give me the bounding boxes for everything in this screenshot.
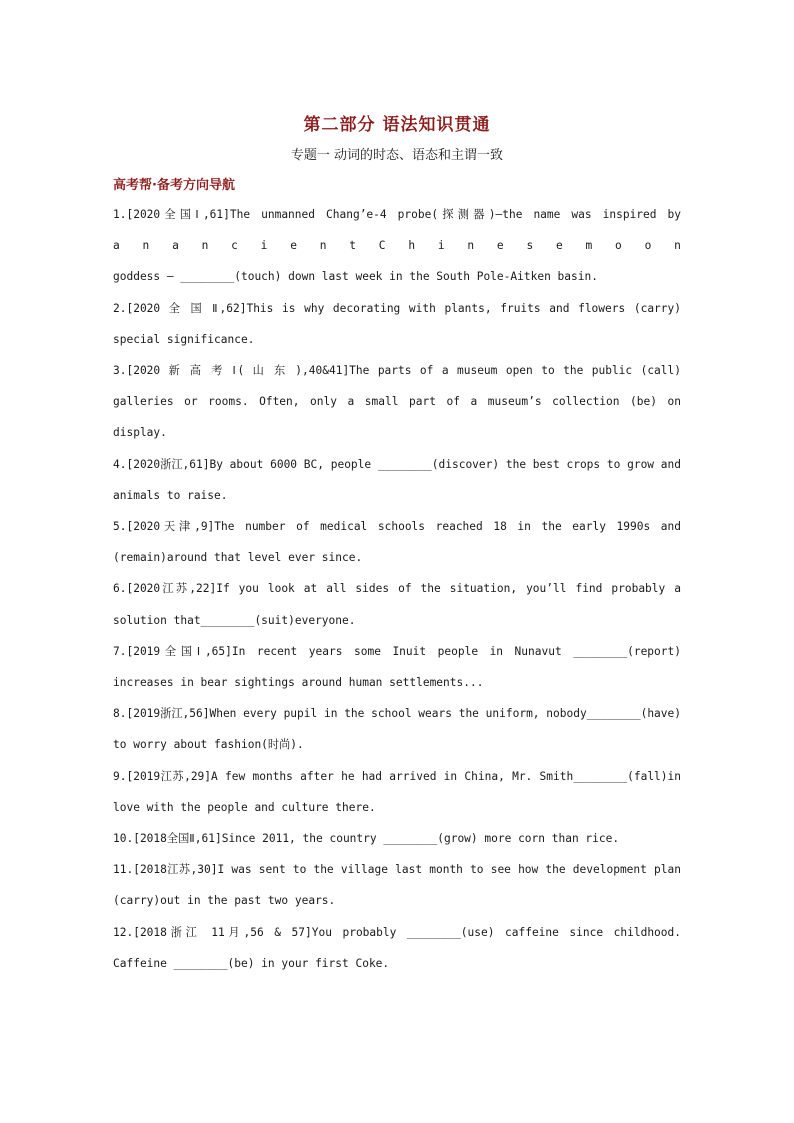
- question-4: 4.[2020浙江,61]By about 6000 BC, people ________(discover) the best crops to grow and animals to raise.: [113, 457, 681, 502]
- spread-letter: n: [142, 239, 150, 253]
- spread-letter: o: [644, 239, 652, 253]
- question-1-line-1: 1.[2020全国Ⅰ,61]The unmanned Chang’e-4 probe(探测器)—the name was inspired by: [113, 208, 681, 221]
- page-title: 第二部分 语法知识贯通: [303, 115, 491, 135]
- spread-letter: n: [201, 239, 209, 253]
- spread-letter: e: [496, 239, 504, 253]
- spread-letter: n: [467, 239, 475, 253]
- spread-letter: o: [615, 239, 622, 253]
- spread-letter: i: [260, 239, 268, 253]
- question-12: 12.[2018浙江 11月,56 & 57]You probably ________(use) caffeine since childhood. Caffeine ________(be) in your first Coke.: [113, 925, 681, 970]
- question-1-spread-line: [113, 230, 681, 261]
- spread-letter: c: [231, 239, 238, 253]
- question-3: 3.[2020 新 高 考 Ⅰ( 山 东 ),40&41]The parts of a museum open to the public (call) galleries or rooms. Often, only a small part of a museum’s collection (be) on display.: [113, 364, 681, 440]
- question-8: 8.[2019浙江,56]When every pupil in the school wears the uniform, nobody________(have) to worry about fashion(时尚).: [113, 707, 681, 752]
- spread-letter: e: [555, 239, 563, 253]
- spread-letter: a: [113, 239, 120, 253]
- spread-letter: m: [585, 239, 593, 253]
- question-list: [113, 199, 681, 979]
- section-heading: 高考帮·备考方向导航: [113, 178, 235, 193]
- spread-letter: a: [172, 239, 179, 253]
- question-2: 2.[2020 全 国 Ⅱ,62]This is why decorating with plants, fruits and flowers (carry) special significance.: [113, 301, 681, 346]
- question-6: 6.[2020江苏,22]If you look at all sides of the situation, you’ll find probably a solution that________(suit)everyone.: [113, 582, 681, 627]
- spread-letter: n: [674, 239, 681, 253]
- question-10: 10.[2018全国Ⅱ,61]Since 2011, the country ________(grow) more corn than rice.: [113, 832, 620, 846]
- question-11: 11.[2018江苏,30]I was sent to the village last month to see how the development plan (carry)out in the past two years.: [113, 863, 681, 908]
- spread-letter: s: [526, 239, 534, 253]
- question-1-line-3: goddess — ________(touch) down last week in the South Pole-Aitken basin.: [113, 270, 598, 284]
- page-subtitle: 专题一 动词的时态、语态和主谓一致: [290, 148, 504, 163]
- question-5: 5.[2020天津,9]The number of medical schools reached 18 in the early 1990s and (remain)around that level ever since.: [113, 520, 681, 565]
- spread-letter: i: [437, 239, 445, 253]
- spread-letter: h: [408, 239, 416, 253]
- spread-letter: t: [349, 239, 356, 253]
- spread-letter: C: [378, 239, 386, 253]
- question-9: 9.[2019江苏,29]A few months after he had arrived in China, Mr. Smith________(fall)in love with the people and culture there.: [113, 769, 681, 814]
- spread-letter: e: [290, 239, 297, 253]
- spread-letter: n: [319, 239, 327, 253]
- question-1: [113, 199, 681, 293]
- question-7: 7.[2019全国Ⅰ,65]In recent years some Inuit people in Nunavut ________(report) increases in bear sightings around human settlements...: [113, 644, 681, 690]
